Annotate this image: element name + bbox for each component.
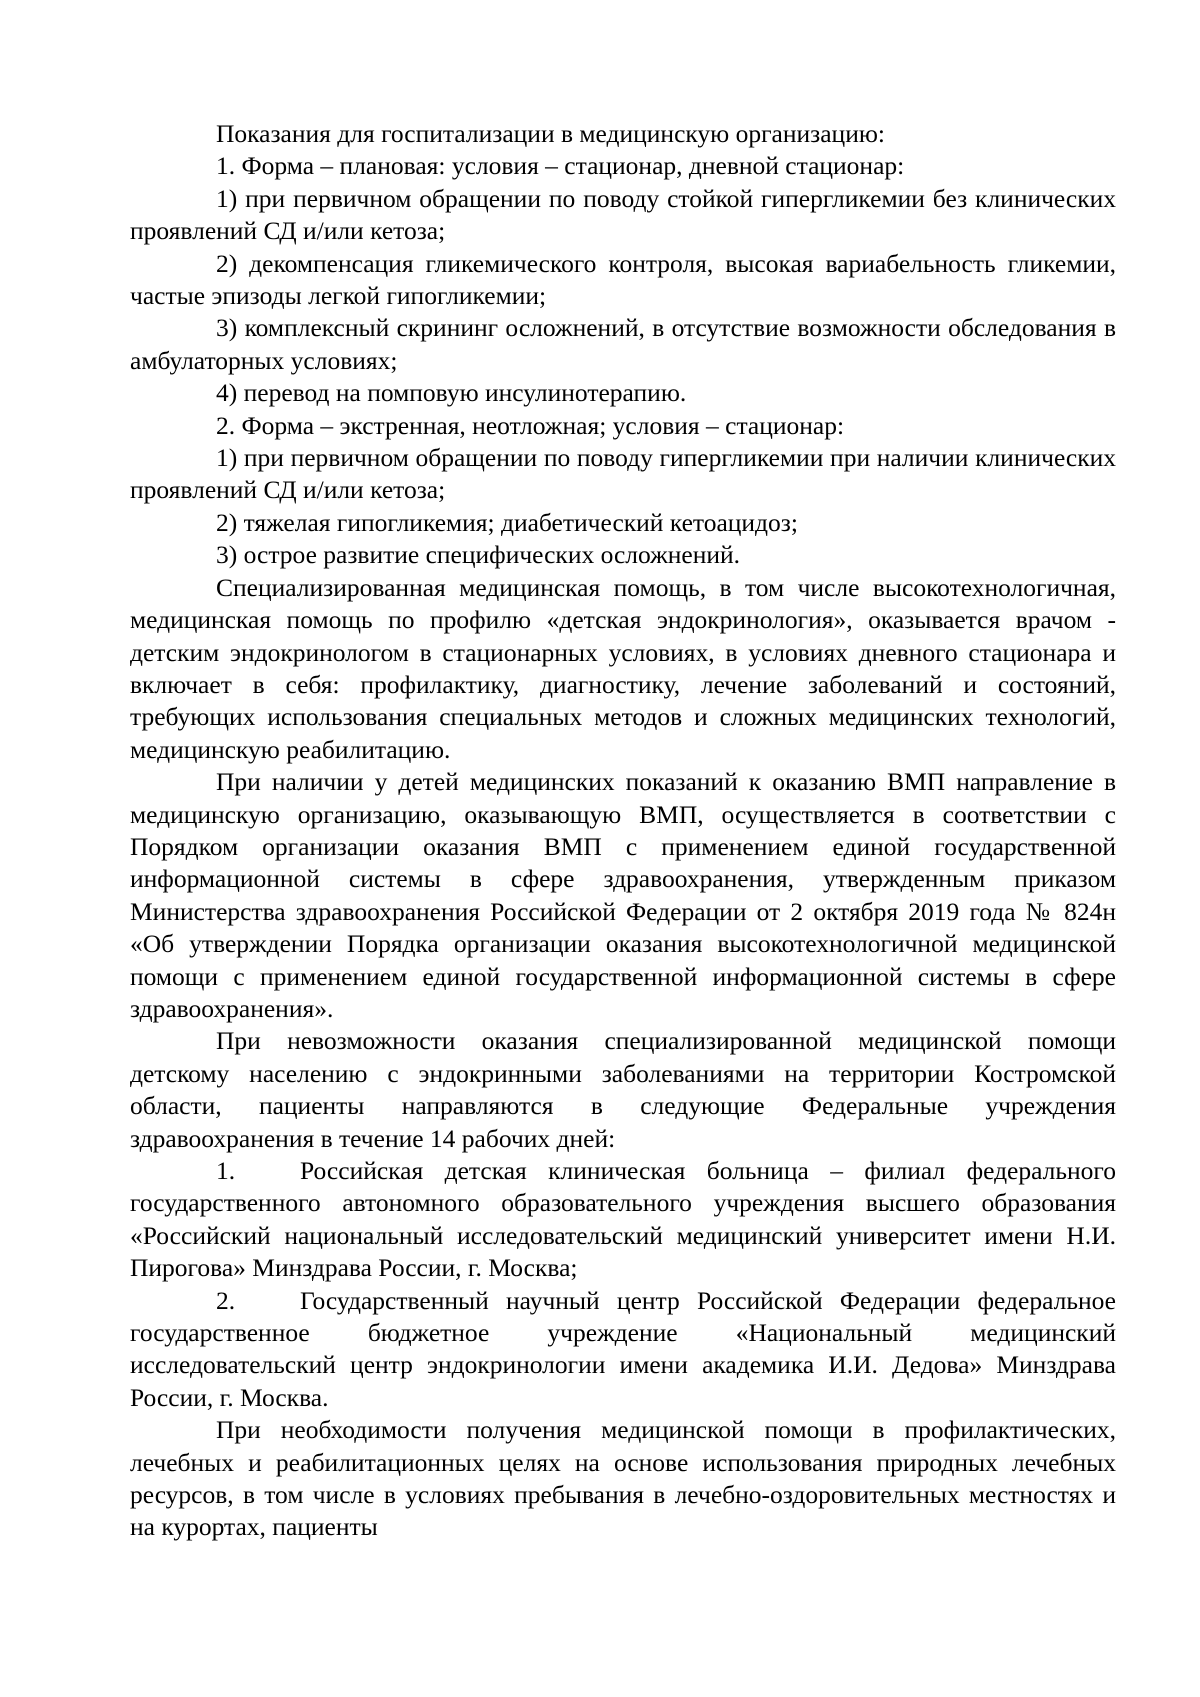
paragraph-specialized-care: Специализированная медицинская помощь, в том числе высокотехнологичная, медицинская помощь по профилю «детская эндокринология», оказывается врачом - детским эндокринологом в стационарных условиях, в условиях дневного стационара и включает в себя: профилактику, диагностику, лечение заболеваний и состояний, требующих использования специальных методов и сложных медицинских технологий, медицинскую реабилитацию. bbox=[130, 572, 1116, 764]
paragraph-emergency-form: 2. Форма – экстренная, неотложная; условия – стационар: bbox=[216, 410, 845, 440]
institution-text: Российская детская клиническая больница – филиал федерального государственного автономного образовательного учреждения высшего образования «Российский национальный исследовательский медицинский университет имени Н.И. Пирогова» Минздрава России, г. Москва; bbox=[130, 1156, 1116, 1283]
paragraph-emergency-item-2: 2) тяжелая гипогликемия; диабетический кетоацидоз; bbox=[216, 507, 798, 537]
paragraph-federal-referral: При невозможности оказания специализированной медицинской помощи детскому населению с эндокринными заболеваниями на территории Костромской области, пациенты направляются в следующие Федеральные учреждения здравоохранения в течение 14 рабочих дней: bbox=[130, 1026, 1116, 1153]
paragraph-planned-item-4: 4) перевод на помповую инсулинотерапию. bbox=[216, 378, 687, 408]
paragraph-vmp-referral: При наличии у детей медицинских показаний к оказанию ВМП направление в медицинскую организацию, оказывающую ВМП, осуществляется в соответствии с Порядком организации оказания ВМП с применением единой государственной информационной системы в сфере здравоохранения, утвержденным приказом Министерства здравоохранения Российской Федерации от 2 октября 2019 года № 824н «Об утверждении Порядка организации оказания высокотехнологичной медицинской помощи с применением единой государственной информационной системы в сфере здравоохранения». bbox=[130, 767, 1116, 1023]
paragraph-emergency-item-1: 1) при первичном обращении по поводу гипергликемии при наличии клинических проявлений СД и/или кетоза; bbox=[130, 443, 1116, 505]
paragraph-planned-item-1: 1) при первичном обращении по поводу стойкой гипергликемии без клинических проявлений СД и/или кетоза; bbox=[130, 183, 1116, 246]
institution-number: 2. bbox=[216, 1285, 236, 1315]
paragraph-emergency-item-3: 3) острое развитие специфических осложнений. bbox=[216, 540, 741, 570]
institution-item bbox=[130, 1285, 1116, 1415]
institution-item bbox=[130, 1155, 1116, 1285]
paragraph-resort-care: При необходимости получения медицинской помощи в профилактических, лечебных и реабилитационных целях на основе использования природных лечебных ресурсов, в том числе в условиях пребывания в лечебно-оздоровительных местностях и на курортах, пациенты bbox=[130, 1415, 1116, 1542]
document-page bbox=[130, 118, 1116, 1544]
paragraph-planned-item-3: 3) комплексный скрининг осложнений, в отсутствие возможности обследования в амбулаторных условиях; bbox=[130, 313, 1116, 375]
paragraph-hospitalization-indications: Показания для госпитализации в медицинскую организацию: bbox=[216, 119, 885, 148]
paragraph-planned-form: 1. Форма – плановая: условия – стационар, дневной стационар: bbox=[216, 151, 905, 181]
institution-text: Государственный научный центр Российской Федерации федеральное государственное бюджетное учреждение «Национальный медицинский исследовательский центр эндокринологии имени академика И.И. Дедова» Минздрава России, г. Москва. bbox=[130, 1285, 1116, 1412]
institution-number: 1. bbox=[216, 1156, 236, 1185]
paragraph-planned-item-2: 2) декомпенсация гликемического контроля, высокая вариабельность гликемии, частые эпизоды легкой гипогликемии; bbox=[130, 248, 1116, 311]
